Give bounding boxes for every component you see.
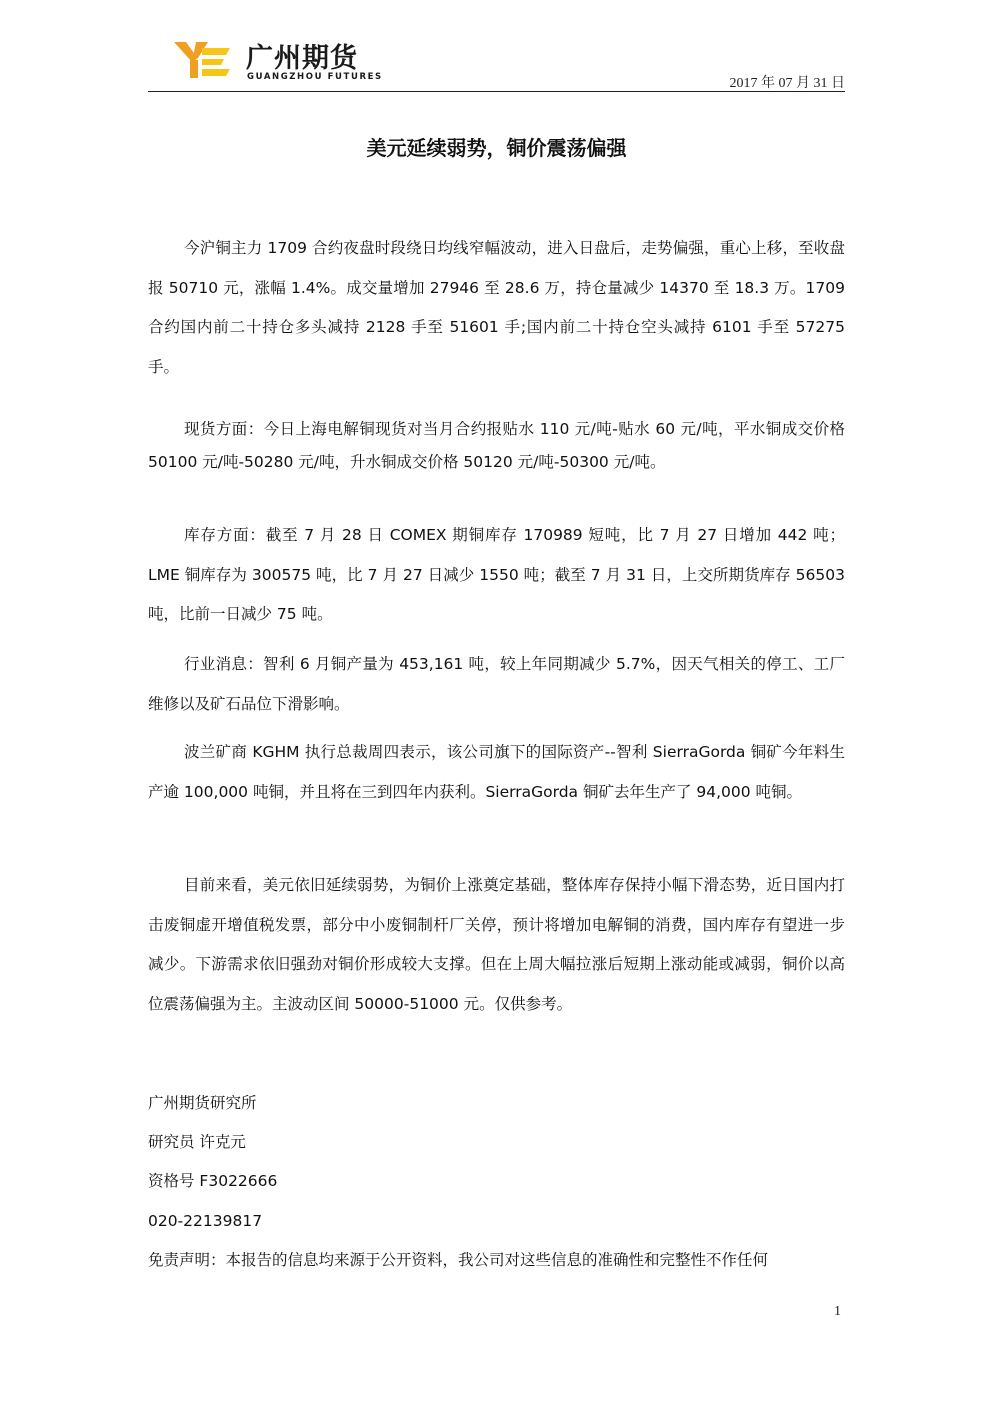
paragraph-spot: 现货方面：今日上海电解铜现货对当月合约报贴水 110 元/吨-贴水 60 元/吨，平水铜成交价格 50100 元/吨-50280 元/吨，升水铜成交价格 50120 元/吨-50300 元/吨。 [148, 420, 845, 471]
disclaimer-text: 免责声明：本报告的信息均来源于公开资料，我公司对这些信息的准确性和完整性不作任何 [148, 1251, 769, 1269]
logo-english-name: GUANGZHOU FUTURES [247, 72, 383, 82]
paragraph-kghm: 波兰矿商 KGHM 执行总裁周四表示，该公司旗下的国际资产--智利 SierraGorda 铜矿今年料生产逾 100,000 吨铜，并且将在三到四年内获利。SierraGorda 铜矿去年生产了 94,000 吨铜。 [148, 743, 845, 801]
report-date: 2017 年 07 月 31 日 [729, 76, 845, 91]
paragraph-outlook: 目前来看，美元依旧延续弱势，为铜价上涨奠定基础，整体库存保持小幅下滑态势，近日国内打击废铜虚开增值税发票，部分中小废铜制杆厂关停，预计将增加电解铜的消费，国内库存有望进一步减少。下游需求依旧强劲对铜价形成较大支撑。但在上周大幅拉涨后短期上涨动能或减弱，铜价以高位震荡偏强为主。主波动区间 50000-51000 元。仅供参考。 [148, 876, 845, 1013]
signature-phone: 020-22139817 [148, 1212, 263, 1230]
signature-license: 资格号 F3022666 [148, 1172, 278, 1190]
page-header [148, 34, 845, 94]
company-logo [172, 38, 402, 82]
paragraph-inventory: 库存方面：截至 7 月 28 日 COMEX 期铜库存 170989 短吨，比 7 月 27 日增加 442 吨；LME 铜库存为 300575 吨，比 7 月 27 日减少 1550 吨；截至 7 月 31 日，上交所期货库存 56503 吨，比前一日减少 75 吨。 [148, 526, 845, 623]
logo-chinese-name: 广州期货 [246, 43, 358, 74]
signature-analyst: 研究员 许克元 [148, 1133, 246, 1151]
paragraph-market-summary: 今沪铜主力 1709 合约夜盘时段绕日均线窄幅波动，进入日盘后，走势偏强，重心上移，至收盘报 50710 元，涨幅 1.4%。成交量增加 27946 至 28.6 万，持仓量减少 14370 至 18.3 万。1709 合约国内前二十持仓多头减持 2128 手至 51601 手;国内前二十持仓空头减持 6101 手至 57275 手。 [148, 239, 845, 376]
gzf-logo-icon [172, 38, 242, 82]
paragraph-industry-news: 行业消息：智利 6 月铜产量为 453,161 吨，较上年同期减少 5.7%，因天气相关的停工、工厂维修以及矿石品位下滑影响。 [148, 655, 845, 713]
header-divider [148, 91, 845, 92]
page-number: 1 [834, 1304, 841, 1319]
signature-org: 广州期货研究所 [148, 1094, 257, 1112]
report-title: 美元延续弱势，铜价震荡偏强 [366, 136, 627, 160]
